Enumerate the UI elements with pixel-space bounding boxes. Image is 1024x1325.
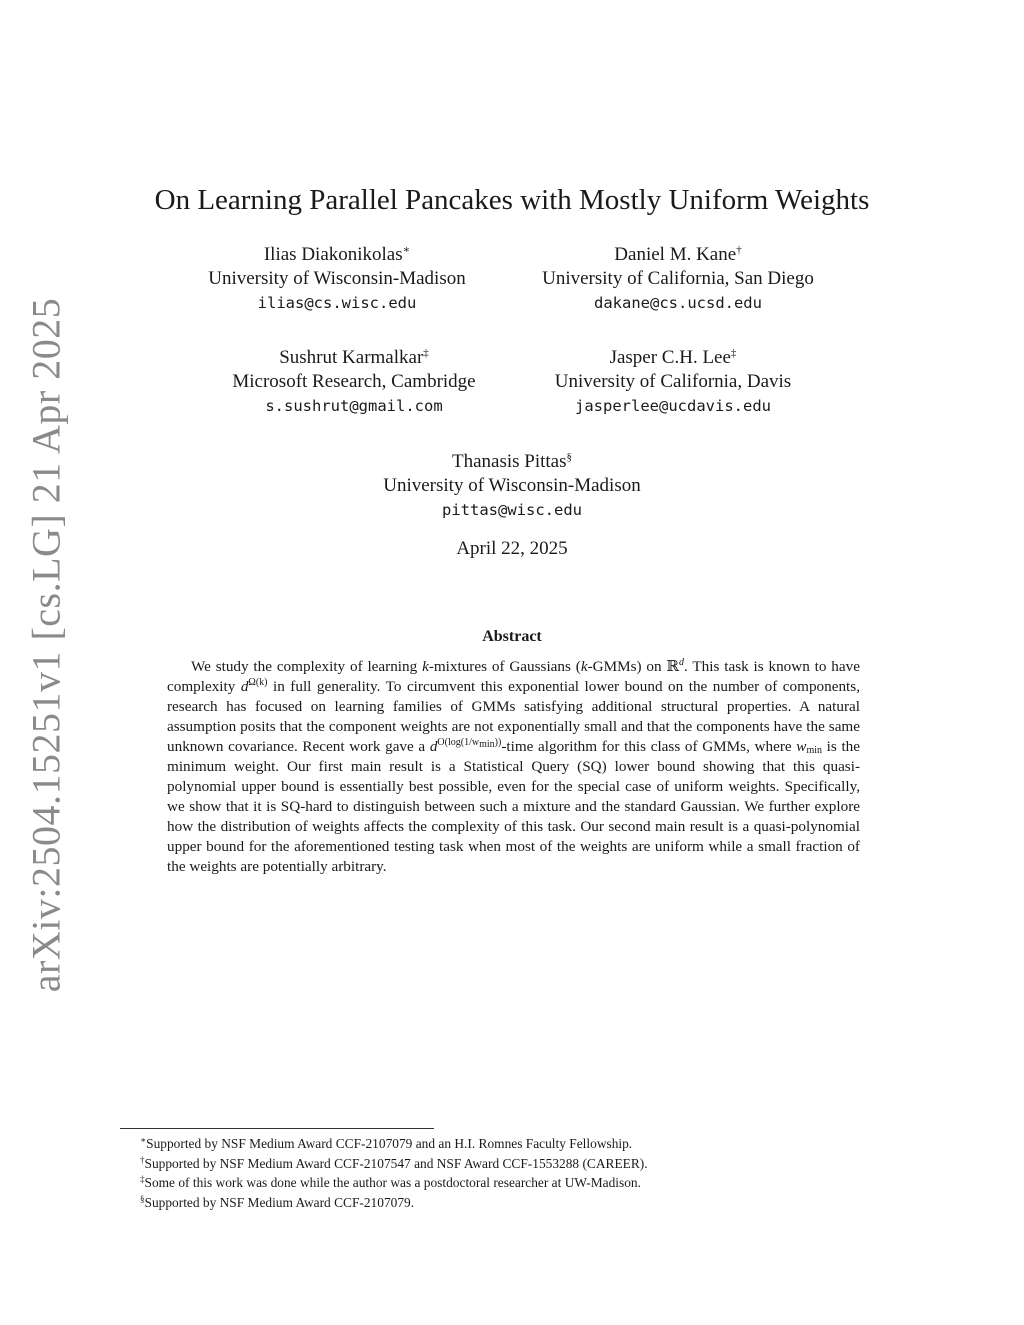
author-block bbox=[157, 243, 517, 315]
author-block bbox=[498, 243, 858, 315]
author-name: Sushrut Karmalkar‡ bbox=[279, 347, 429, 368]
author-block bbox=[493, 346, 853, 418]
author-name: Ilias Diakonikolas∗ bbox=[263, 244, 411, 265]
footnotes bbox=[140, 1134, 900, 1212]
footnote: ‡Some of this work was done while the author was a postdoctoral researcher at UW-Madison. bbox=[140, 1174, 641, 1190]
abstract-text: We study the complexity of learning k-mixtures of Gaussians (k-GMMs) on ℝ$^d$. This task is known to have complexity $d^{\Omega(k)}$ in full generality. To circumvent this exponential lower bound on the number of components, research has focused on learning families of GMMs satisfying additional structural properties. A natural assumption posits that the component weights are not exponentially small and that the components have the same unknown covariance. Recent work gave a $d^{O(log(1/w_{min}))}$-time algorithm for this class of GMMs, where $w_{min}$ is the minimum weight. Our first main result is a Statistical Query (SQ) lower bound showing that this quasi-polynomial upper bound is essentially best possible, even for the special case of uniform weights. Specifically, we show that it is SQ-hard to distinguish between such a mixture and the standard Gaussian. We further explore how the distribution of weights affects the complexity of this task. Our second main result is a quasi-polynomial upper bound for the aforementioned testing task when most of the weights are uniform while a small fraction of the weights are potentially arbitrary. bbox=[167, 657, 860, 875]
arxiv-side-stamp: arXiv:2504.15251v1 [cs.LG] 21 Apr 2025 bbox=[23, 297, 69, 993]
footnote: ∗Supported by NSF Medium Award CCF-2107079 and an H.I. Romnes Faculty Fellowship. bbox=[140, 1135, 633, 1151]
footnote-divider bbox=[120, 1128, 434, 1129]
paper-title: On Learning Parallel Pancakes with Mostly Uniform Weights bbox=[154, 184, 870, 216]
author-affiliation: University of Wisconsin-Madison bbox=[383, 475, 641, 496]
author-name: Thanasis Pittas§ bbox=[451, 451, 573, 472]
author-affiliation: University of California, San Diego bbox=[542, 268, 814, 289]
author-name: Jasper C.H. Lee‡ bbox=[609, 347, 737, 368]
author-email[interactable]: jasperlee@ucdavis.edu bbox=[575, 397, 771, 415]
author-affiliation: Microsoft Research, Cambridge bbox=[232, 371, 476, 392]
author-email[interactable]: dakane@cs.ucsd.edu bbox=[594, 294, 762, 312]
author-block bbox=[332, 450, 692, 522]
author-email[interactable]: s.sushrut@gmail.com bbox=[265, 397, 443, 415]
publication-date: April 22, 2025 bbox=[456, 538, 568, 559]
author-name: Daniel M. Kane† bbox=[614, 244, 742, 265]
abstract-heading: Abstract bbox=[482, 628, 542, 645]
author-affiliation: University of Wisconsin-Madison bbox=[208, 268, 466, 289]
author-block bbox=[174, 346, 534, 418]
author-email[interactable]: ilias@cs.wisc.edu bbox=[257, 294, 417, 312]
footnote: †Supported by NSF Medium Award CCF-2107547 and NSF Award CCF-1553288 (CAREER). bbox=[140, 1154, 648, 1171]
footnote: §Supported by NSF Medium Award CCF-2107079. bbox=[140, 1193, 415, 1210]
author-affiliation: University of California, Davis bbox=[554, 371, 792, 392]
author-email[interactable]: pittas@wisc.edu bbox=[442, 501, 582, 519]
